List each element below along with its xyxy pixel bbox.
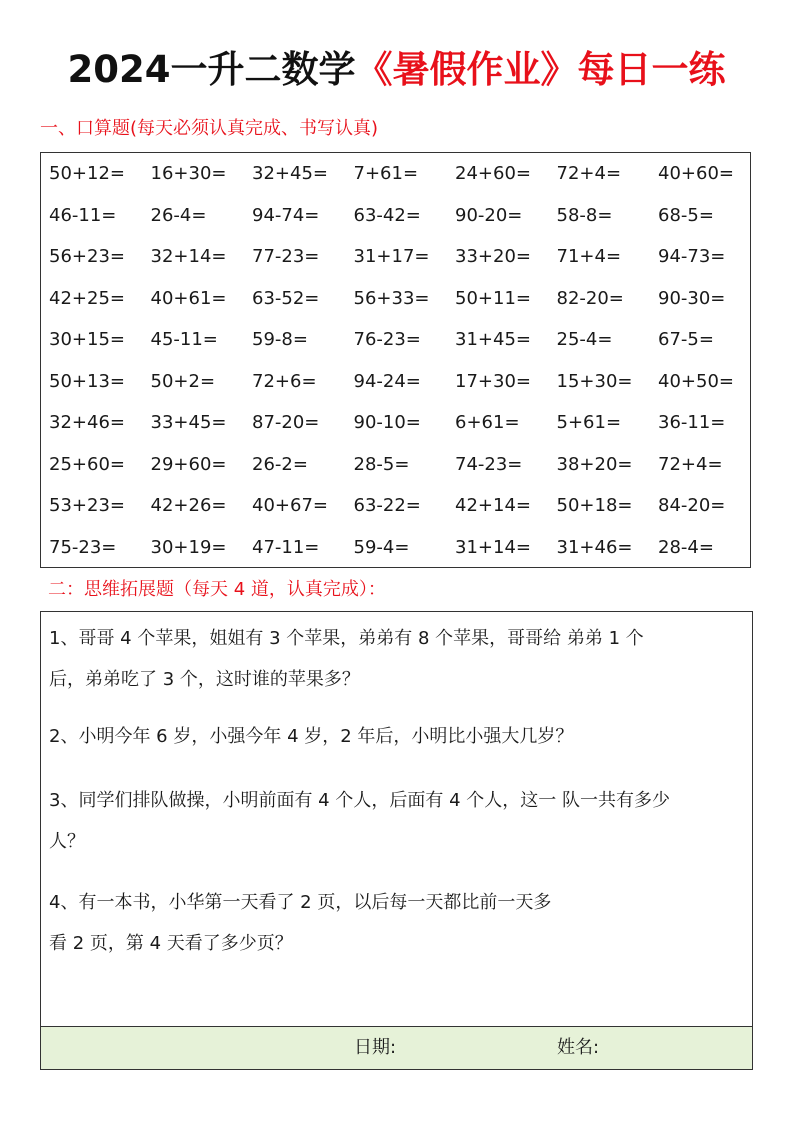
calc-item: 26-2=	[252, 453, 308, 475]
calc-item: 31+46=	[556, 536, 633, 558]
calc-item: 25-4=	[556, 329, 613, 350]
question-4-line-1: 4、有一本书，小华第一天看了 2 页，以后每一天都比前一天多	[49, 892, 552, 913]
calc-item: 63-52=	[252, 287, 320, 309]
calc-item: 31+17=	[353, 246, 430, 267]
title-grade: 2024一升二数学	[67, 48, 356, 91]
calc-item: 31+45=	[455, 329, 531, 350]
calc-item: 50+12=	[49, 163, 125, 184]
calc-item: 47-11=	[252, 536, 320, 558]
calc-item: 16+30=	[150, 163, 227, 184]
calc-item: 28-4=	[658, 536, 714, 558]
calc-item: 68-5=	[658, 204, 714, 226]
calc-item: 7+61=	[353, 163, 419, 184]
calc-item: 33+20=	[455, 246, 531, 267]
calc-item: 59-4=	[353, 536, 410, 558]
mental-math-box	[40, 152, 751, 568]
calc-item: 42+25=	[49, 287, 125, 309]
calc-item: 45-11=	[150, 329, 218, 350]
signature-bar	[41, 1026, 752, 1069]
calc-item: 53+23=	[49, 495, 125, 516]
calc-item: 30+19=	[150, 536, 227, 558]
title-homework: 《暑假作业》	[355, 48, 578, 91]
calc-item: 87-20=	[252, 412, 320, 433]
calc-item: 94-74=	[252, 204, 320, 226]
calc-item: 24+60=	[455, 163, 531, 184]
question-2: 2、小明今年 6 岁，小强今年 4 岁，2 年后，小明比小强大几岁？	[49, 726, 574, 747]
calc-item: 40+67=	[252, 495, 328, 516]
mental-math-heading: 一、口算题(每天必须认真完成、书写认真)	[40, 118, 379, 139]
calc-item: 38+20=	[556, 453, 633, 475]
title-daily: 每日一练	[577, 48, 726, 91]
calc-item: 5+61=	[556, 412, 622, 433]
calc-item: 36-11=	[658, 412, 726, 433]
calc-item: 67-5=	[658, 329, 714, 350]
question-1-line-1: 1、哥哥 4 个苹果，姐姐有 3 个苹果，弟弟有 8 个苹果，哥哥给 弟弟 1 个	[49, 628, 644, 649]
calc-item: 33+45=	[150, 412, 227, 433]
thinking-box	[40, 611, 753, 1070]
calc-item: 76-23=	[353, 329, 421, 350]
calc-item: 90-10=	[353, 412, 421, 433]
calc-item: 25+60=	[49, 453, 125, 475]
calc-item: 72+6=	[252, 370, 317, 392]
calc-item: 32+45=	[252, 163, 328, 184]
calc-item: 6+61=	[455, 412, 520, 433]
calc-item: 46-11=	[49, 204, 117, 226]
calc-item: 32+46=	[49, 412, 125, 433]
question-3-line-2: 人？	[49, 831, 85, 852]
calc-item: 75-23=	[49, 536, 117, 558]
calc-item: 17+30=	[455, 370, 531, 392]
calc-item: 50+11=	[455, 287, 531, 309]
question-3-line-1: 3、同学们排队做操，小明前面有 4 个人，后面有 4 个人，这一 队一共有多少	[49, 790, 670, 811]
question-4-line-2: 看 2 页，第 4 天看了多少页？	[49, 933, 293, 954]
date-label: 日期:	[354, 1037, 397, 1058]
calc-item: 63-22=	[353, 495, 421, 516]
calc-item: 71+4=	[556, 246, 622, 267]
calc-item: 15+30=	[556, 370, 633, 392]
calc-item: 40+50=	[658, 370, 734, 392]
name-label: 姓名:	[557, 1037, 600, 1058]
calc-item: 31+14=	[455, 536, 531, 558]
calc-item: 50+18=	[556, 495, 633, 516]
calc-item: 74-23=	[455, 453, 523, 475]
calc-item: 26-4=	[150, 204, 207, 226]
calc-item: 29+60=	[150, 453, 227, 475]
calc-item: 56+33=	[353, 287, 430, 309]
calc-item: 72+4=	[658, 453, 723, 475]
calc-item: 94-24=	[353, 370, 421, 392]
calc-item: 82-20=	[556, 287, 624, 309]
calc-item: 77-23=	[252, 246, 320, 267]
calc-item: 50+13=	[49, 370, 125, 392]
calc-item: 32+14=	[150, 246, 227, 267]
calc-item: 90-30=	[658, 287, 726, 309]
calc-item: 84-20=	[658, 495, 726, 516]
worksheet-title	[0, 44, 793, 96]
calc-item: 90-20=	[455, 204, 523, 226]
calc-item: 42+26=	[150, 495, 227, 516]
calc-item: 30+15=	[49, 329, 125, 350]
calc-item: 42+14=	[455, 495, 531, 516]
calc-item: 58-8=	[556, 204, 613, 226]
question-1-line-2: 后，弟弟吃了 3 个，这时谁的苹果多？	[49, 669, 360, 690]
calc-item: 56+23=	[49, 246, 125, 267]
calc-item: 59-8=	[252, 329, 308, 350]
calc-item: 50+2=	[150, 370, 216, 392]
calc-item: 72+4=	[556, 163, 622, 184]
thinking-heading: 二：思维拓展题（每天 4 道，认真完成）：	[48, 579, 386, 600]
calc-item: 94-73=	[658, 246, 726, 267]
calc-item: 40+61=	[150, 287, 227, 309]
mental-math-grid	[49, 153, 750, 567]
calc-item: 28-5=	[353, 453, 410, 475]
calc-item: 40+60=	[658, 163, 734, 184]
calc-item: 63-42=	[353, 204, 421, 226]
